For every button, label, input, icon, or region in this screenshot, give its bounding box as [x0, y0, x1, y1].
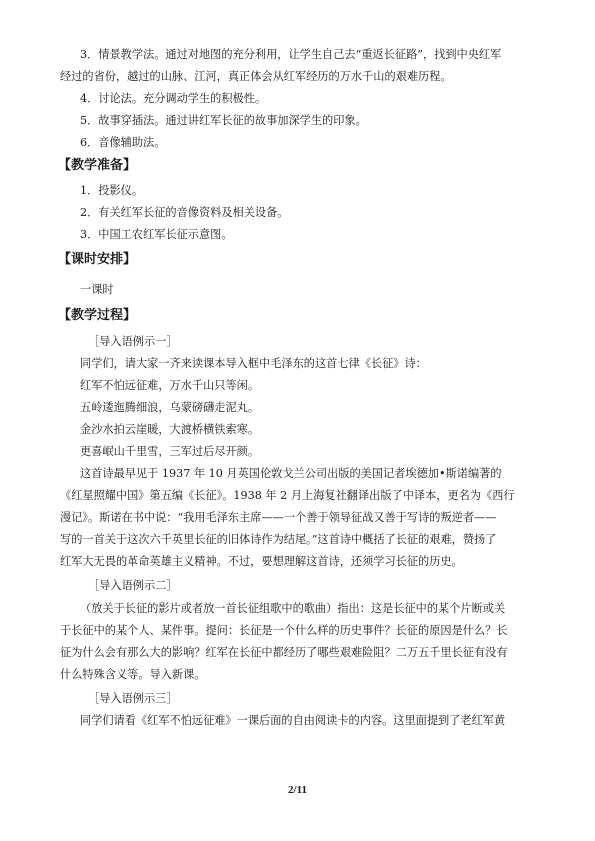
intro3-label: ［导入语例示三］ [88, 692, 178, 705]
intro2-para-line-3: 征为什么会有那么大的影响？红军在长征中都经历了哪些艰难险阻？二万五千里长征有没有 [60, 646, 508, 659]
poem-line-4: 更喜岷山千里雪，三军过后尽开颜。 [80, 445, 260, 458]
intro3-para-line-1: 同学们请看《红军不怕远征难》一课后面的自由阅读卡的内容。这里面提到了老红军黄 [80, 714, 506, 727]
poem-line-3: 金沙水拍云崖暖，大渡桥横铁索寒。 [80, 423, 260, 436]
method-3-line-1: 3．情景教学法。通过对地图的充分利用，让学生自己去“重返长征路”，找到中央红军 [80, 48, 502, 61]
intro1-lead: 同学们，请大家一齐来读课本导入框中毛泽东的这首七律《长征》诗： [80, 357, 427, 370]
intro2-para-line-2: 于长征中的某个人、某件事。提问：长征是一个什么样的历史事件？长征的原因是什么？长 [60, 624, 508, 637]
intro1-para-line-2: 《红星照耀中国》第五编《长征》。1938 年 2 月上海复社翻译出版了中译本，更名为《西行 [60, 489, 515, 502]
method-5: 5．故事穿插法。通过讲红军长征的故事加深学生的印象。 [80, 114, 367, 127]
prep-item-3: 3．中国工农红军长征示意图。 [80, 228, 233, 241]
page-number: 2/11 [288, 784, 307, 796]
intro1-label: ［导入语例示一］ [88, 335, 178, 348]
process-heading: 【教学过程】 [58, 308, 137, 323]
schedule-text: 一课时 [80, 283, 114, 296]
prep-item-2: 2．有关红军长征的音像资料及相关设备。 [80, 206, 289, 219]
intro1-para-line-5: 红军大无畏的革命英雄主义精神。不过，要想理解这首诗，还须学习长征的历史。 [60, 555, 463, 568]
method-4: 4．讨论法。充分调动学生的积极性。 [80, 92, 267, 105]
poem-line-2: 五岭逶迤腾细浪，乌蒙磅礴走泥丸。 [80, 401, 260, 414]
intro2-para-line-1: （放关于长征的影片或者放一首长征组歌中的歌曲）指出：这是长征中的某个片断或关 [80, 602, 506, 615]
intro2-label: ［导入语例示二］ [88, 579, 178, 592]
intro2-para-line-4: 什么特殊含义等。导入新课。 [60, 668, 206, 681]
prep-heading: 【教学准备】 [58, 158, 137, 173]
method-6: 6．音像辅助法。 [80, 136, 166, 149]
intro1-para-line-4: 写的一首关于这次六千英里长征的旧体诗作为结尾。”这首诗中概括了长征的艰难，赞扬了 [60, 533, 497, 546]
prep-item-1: 1．投影仪。 [80, 184, 144, 197]
intro1-para-line-1: 这首诗最早见于 1937 年 10 月英国伦敦戈兰公司出版的美国记者埃德加•斯诺编著的 [80, 467, 502, 480]
schedule-heading: 【课时安排】 [58, 252, 137, 267]
intro1-para-line-3: 漫记》。斯诺在书中说：“我用毛泽东主席——一个善于领导征战又善于写诗的叛逆者—— [60, 511, 497, 524]
poem-line-1: 红军不怕远征难，万水千山只等闲。 [80, 379, 260, 392]
method-3-line-2: 经过的省份，越过的山脉、江河，真正体会从红军经历的万水千山的艰难历程。 [60, 70, 452, 83]
